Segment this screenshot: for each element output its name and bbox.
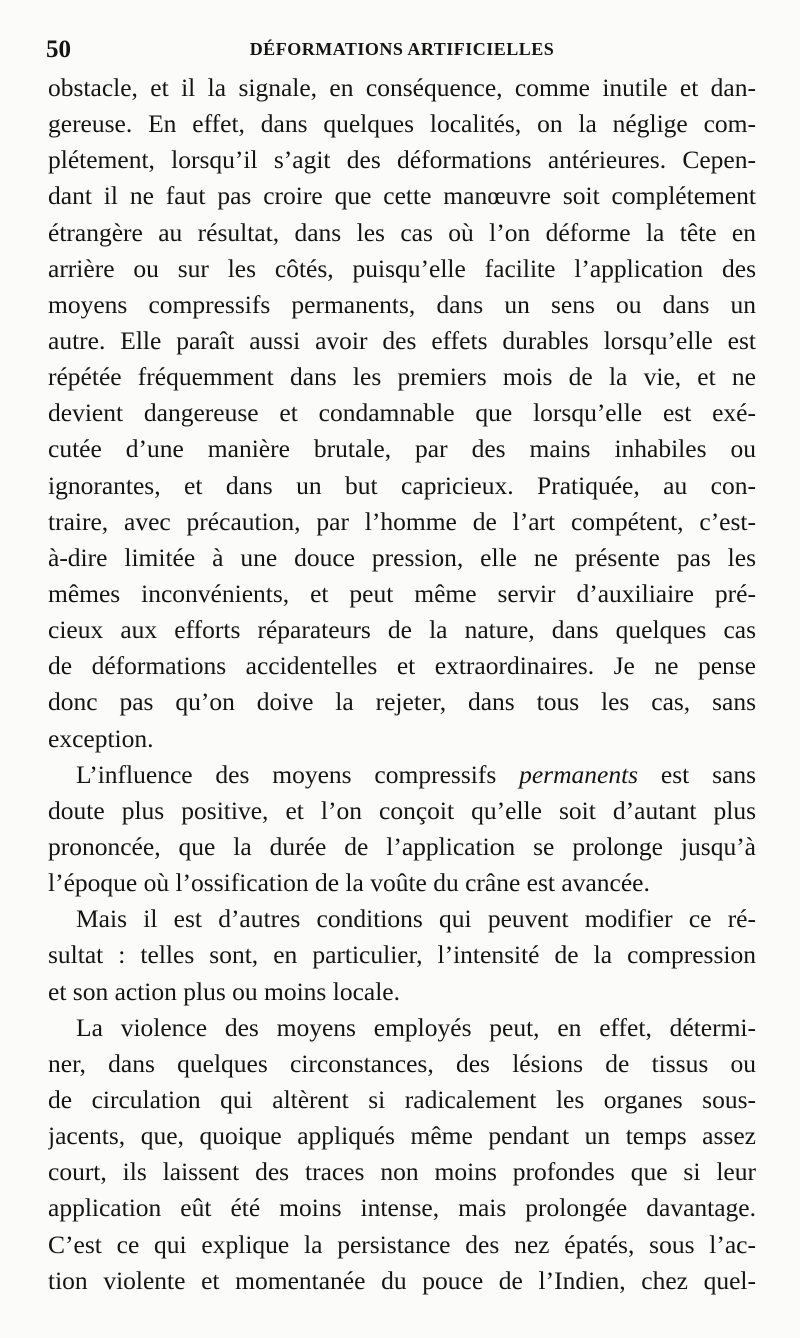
- text-line: de circulation qui altèrent si radicalement les organes sous-: [48, 1084, 756, 1114]
- page-number: 50: [46, 36, 71, 63]
- text-line: devient dangereuse et condamnable que lorsqu’elle est exé-: [48, 398, 756, 428]
- text-line: arrière ou sur les côtés, puisqu’elle facilite l’application des: [48, 253, 756, 283]
- italic-word: permanents: [519, 759, 639, 789]
- text-line: obstacle, et il la signale, en conséquence, comme inutile et dan-: [48, 73, 756, 102]
- text-line: application eût été moins intense, mais prolongée davantage.: [48, 1193, 756, 1223]
- text-line: ner, dans quelques circonstances, des lésions de tissus ou: [48, 1048, 756, 1078]
- text-line: répétée fréquemment dans les premiers mois de la vie, et ne: [48, 362, 756, 392]
- text-line: C’est ce qui explique la persistance des nez épatés, sous l’ac-: [48, 1229, 756, 1259]
- text-line: cutée d’une manière brutale, par des mains inhabiles ou: [48, 434, 756, 464]
- text-line: doute plus positive, et l’on conçoit qu’elle soit d’autant plus: [48, 795, 756, 825]
- text-line: donc pas qu’on doive la rejeter, dans tous les cas, sans: [48, 687, 756, 717]
- page-header: [46, 36, 758, 62]
- text-line: cieux aux efforts réparateurs de la nature, dans quelques cas: [48, 615, 756, 645]
- text-line: moyens compressifs permanents, dans un sens ou dans un: [48, 289, 756, 319]
- text-line: autre. Elle paraît aussi avoir des effets durables lorsqu’elle est: [48, 325, 756, 355]
- text-line: court, ils laissent des traces non moins profondes que si leur: [48, 1157, 756, 1187]
- text-line: et son action plus ou moins locale.: [48, 976, 400, 1006]
- text-line: tion violente et momentanée du pouce de l’Indien, chez quel-: [48, 1265, 756, 1295]
- text-segment: est sans: [660, 759, 756, 789]
- text-line: La violence des moyens employés peut, en effet, détermi-: [76, 1012, 756, 1042]
- text-line: de déformations accidentelles et extraordinaires. Je ne pense: [48, 651, 756, 681]
- text-line: sultat : telles sont, en particulier, l’intensité de la compression: [48, 940, 756, 970]
- text-line: étrangère au résultat, dans les cas où l’on déforme la tête en: [48, 217, 756, 247]
- text-line: prononcée, que la durée de l’application se prolonge jusqu’à: [48, 831, 756, 861]
- text-line: Mais il est d’autres conditions qui peuvent modifier ce ré-: [76, 904, 756, 934]
- text-line: mêmes inconvénients, et peut même servir d’auxiliaire pré-: [48, 578, 756, 608]
- text-line: exception.: [48, 723, 154, 753]
- text-line: l’époque où l’ossification de la voûte du crâne est avancée.: [48, 868, 650, 898]
- text-line-mixed: [48, 757, 756, 793]
- text-line: ignorantes, et dans un but capricieux. Pratiquée, au con-: [48, 470, 756, 500]
- text-line: à-dire limitée à une douce pression, elle ne présente pas les: [48, 542, 756, 572]
- text-line: dant il ne faut pas croire que cette manœuvre soit complétement: [48, 181, 756, 211]
- running-title: DÉFORMATIONS ARTIFICIELLES: [249, 39, 555, 59]
- body-text: [48, 70, 756, 1299]
- text-line: gereuse. En effet, dans quelques localités, on la néglige com-: [48, 109, 756, 139]
- text-line: plétement, lorsqu’il s’agit des déformations antérieures. Cepen-: [48, 145, 756, 175]
- text-line: traire, avec précaution, par l’homme de l’art compétent, c’est-: [48, 506, 756, 536]
- text-segment: L’influence des moyens compressifs: [76, 759, 497, 789]
- text-line: jacents, que, quoique appliqués même pendant un temps assez: [48, 1121, 756, 1151]
